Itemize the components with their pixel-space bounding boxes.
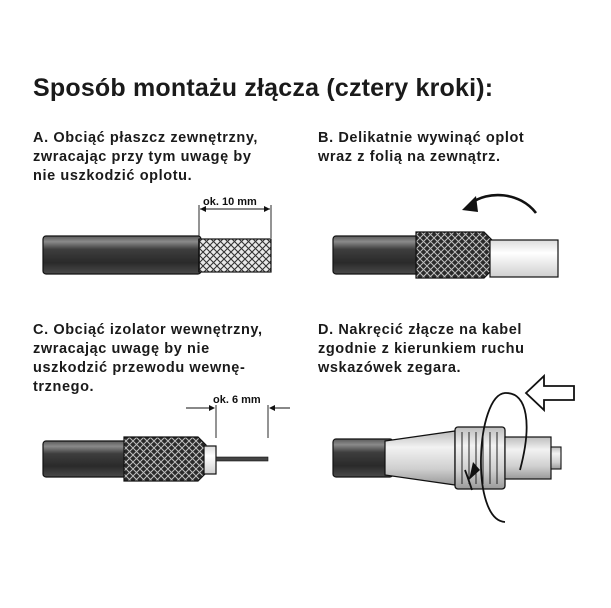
direction-arrow-icon — [526, 376, 574, 410]
cable-jacket — [43, 441, 131, 477]
page-title: Sposób montażu złącza (cztery kroki): — [33, 74, 494, 102]
curved-arrow-icon — [470, 195, 536, 213]
step-c-text: C. Obciąć izolator wewnętrzny, zwracając uwagę by nie uszkodzić przewodu wewnę- trznego. — [33, 322, 263, 395]
cable-jacket — [333, 236, 423, 274]
illustration-step-c — [43, 394, 290, 481]
connector-body — [505, 437, 551, 479]
connector-tip — [551, 447, 561, 469]
center-conductor — [216, 457, 268, 461]
cable-jacket — [43, 236, 201, 274]
dimension-label-a: ok. 10 mm — [203, 196, 257, 208]
folded-braid — [124, 437, 206, 481]
step-d-text: D. Nakręcić złącze na kabel zgodnie z kierunkiem ruchu wskazówek zegara. — [318, 322, 525, 376]
inner-dielectric — [490, 240, 558, 277]
step-a-text: A. Obciąć płaszcz zewnętrzny, zwracając przy tym uwagę by nie uszkodzić oplotu. — [33, 130, 259, 184]
illustration-step-d — [333, 376, 574, 522]
braid-shield — [199, 239, 271, 272]
cable-jacket — [333, 439, 393, 477]
connector-sleeve — [385, 431, 455, 485]
inner-dielectric — [204, 446, 216, 474]
step-b-text: B. Delikatnie wywinąć oplot wraz z folią na zewnątrz. — [318, 130, 525, 165]
dimension-label-c: ok. 6 mm — [213, 394, 261, 406]
illustration-step-b — [333, 195, 558, 278]
folded-braid — [416, 232, 492, 278]
illustration-step-a — [43, 196, 271, 274]
